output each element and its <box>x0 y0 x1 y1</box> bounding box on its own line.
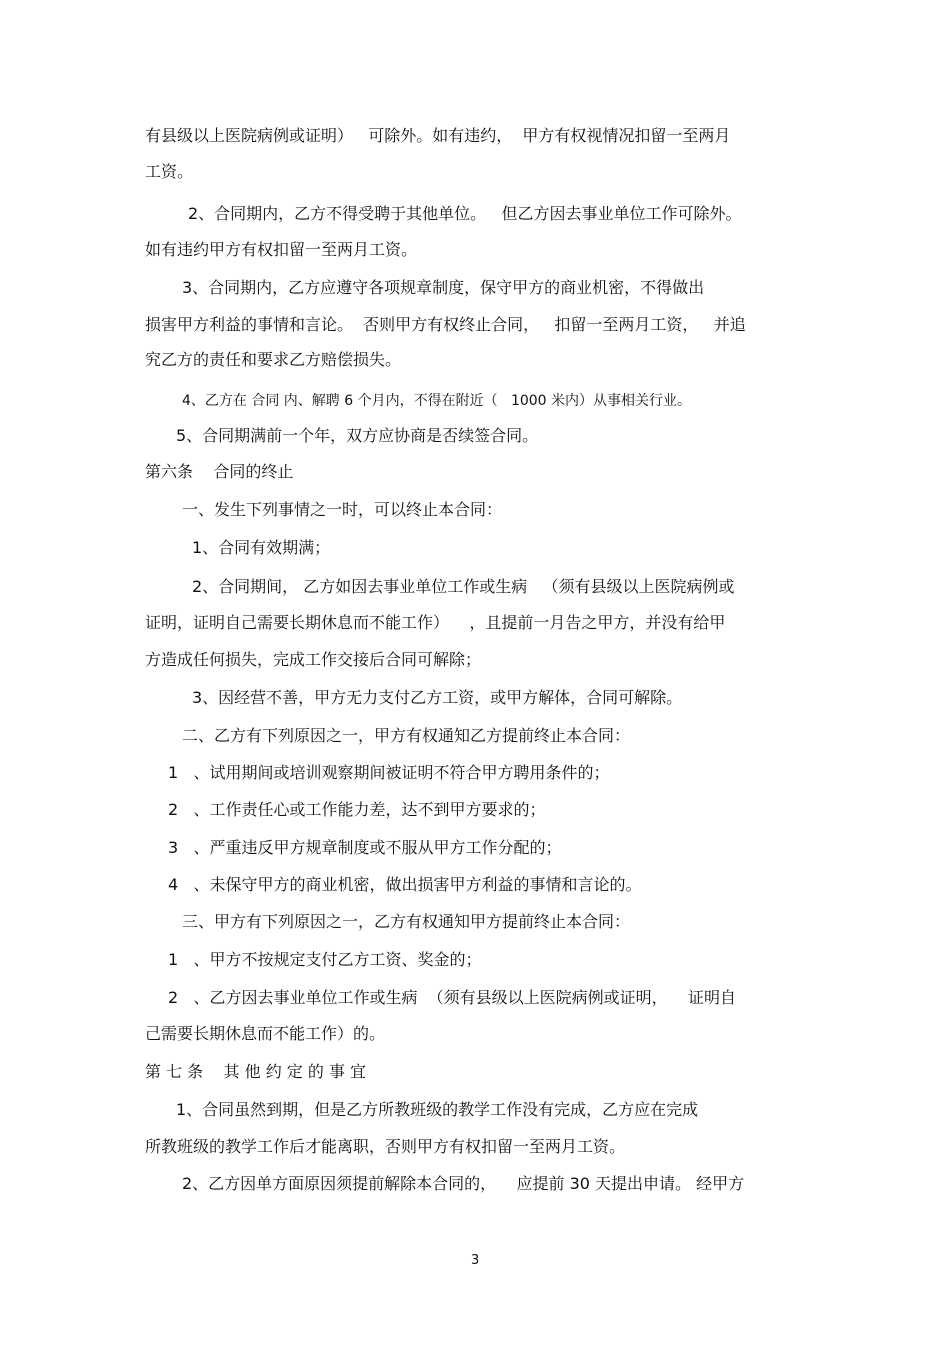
page-number: 3 <box>471 1253 480 1268</box>
text-line-27: 1、合同虽然到期，但是乙方所教班级的教学工作没有完成，乙方应在完成 <box>176 1100 699 1119</box>
text-line-19: 2 、工作责任心或工作能力差，达不到甲方要求的； <box>168 800 546 819</box>
text-line-16: 3、因经营不善，甲方无力支付乙方工资，或甲方解体，合同可解除。 <box>192 688 683 707</box>
section-heading-6: 第六条 合同的终止 <box>145 462 294 481</box>
text-line-8: 4、乙方在 合同 内、解聘 6 个月内，不得在附近（ 1000 米内）从事相关行业。 <box>182 393 692 409</box>
text-line-7: 究乙方的责任和要求乙方赔偿损失。 <box>145 350 402 369</box>
text-line-17: 二、乙方有下列原因之一，甲方有权通知乙方提前终止本合同： <box>182 726 631 745</box>
text-line-12: 1、合同有效期满； <box>192 538 331 557</box>
text-line-14: 证明，证明自己需要长期休息而不能工作） ，且提前一月告之甲方，并没有给甲 <box>145 613 726 632</box>
text-line-25: 己需要长期休息而不能工作）的。 <box>145 1024 386 1043</box>
text-line-2: 工资。 <box>145 162 194 181</box>
text-line-9: 5、合同期满前一个年，双方应协商是否续签合同。 <box>176 426 539 445</box>
text-line-23: 1 、甲方不按规定支付乙方工资、奖金的； <box>168 950 482 969</box>
text-line-6: 损害甲方利益的事情和言论。 否则甲方有权终止合同， 扣留一至两月工资， 并追 <box>145 315 746 334</box>
text-line-13: 2、合同期间， 乙方如因去事业单位工作或生病 （须有县级以上医院病例或 <box>192 577 735 596</box>
text-line-20: 3 、严重违反甲方规章制度或不服从甲方工作分配的； <box>168 838 562 857</box>
text-line-29: 2、乙方因单方面原因须提前解除本合同的， 应提前 30 天提出申请。 经甲方 <box>182 1174 745 1193</box>
text-line-5: 3、合同期内，乙方应遵守各项规章制度，保守甲方的商业机密，不得做出 <box>182 278 705 297</box>
text-line-3: 2、合同期内，乙方不得受聘于其他单位。 但乙方因去事业单位工作可除外。 <box>188 204 742 223</box>
text-line-15: 方造成任何损失，完成工作交接后合同可解除； <box>145 650 482 669</box>
text-line-1: 有县级以上医院病例或证明） 可除外。如有违约， 甲方有权视情况扣留一至两月 <box>145 126 731 145</box>
text-line-18: 1 、试用期间或培训观察期间被证明不符合甲方聘用条件的； <box>168 763 610 782</box>
section-heading-7: 第 七 条 其 他 约 定 的 事 宜 <box>145 1062 367 1081</box>
text-line-24: 2 、乙方因去事业单位工作或生病 （须有县级以上医院病例或证明， 证明自 <box>168 988 736 1007</box>
text-line-21: 4 、未保守甲方的商业机密，做出损害甲方利益的事情和言论的。 <box>168 875 642 894</box>
text-line-28: 所教班级的教学工作后才能离职，否则甲方有权扣留一至两月工资。 <box>145 1137 626 1156</box>
text-line-4: 如有违约甲方有权扣留一至两月工资。 <box>145 240 418 259</box>
text-line-22: 三、甲方有下列原因之一，乙方有权通知甲方提前终止本合同： <box>182 912 631 931</box>
text-line-11: 一、发生下列事情之一时，可以终止本合同： <box>182 500 503 519</box>
